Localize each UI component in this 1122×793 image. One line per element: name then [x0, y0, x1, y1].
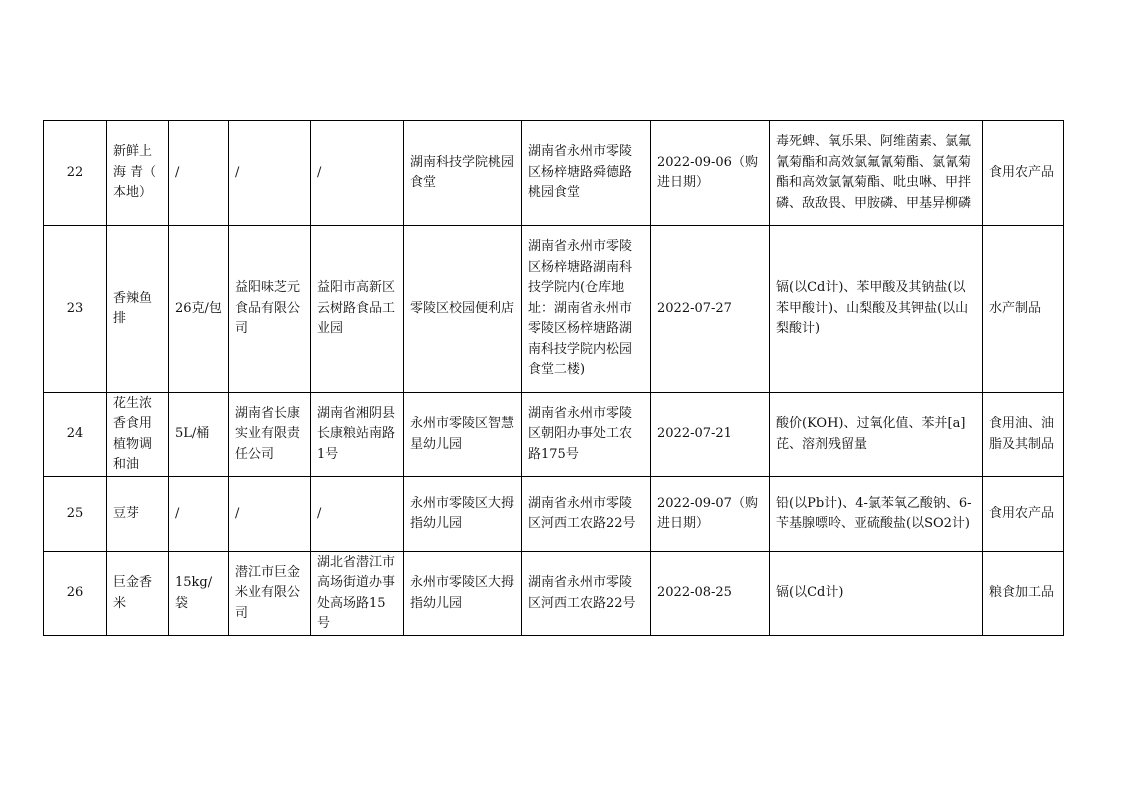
manufacturer-name: 湖南省长康实业有限责任公司 [229, 393, 311, 477]
sample-name: 豆芽 [107, 477, 169, 552]
food-category: 食用农产品 [983, 121, 1064, 226]
sample-name: 新鲜上海 青（ 本地） [107, 121, 169, 226]
sampled-unit-address: 湖南省永州市零陵区河西工农路22号 [522, 477, 651, 552]
inspection-items: 酸价(KOH)、过氧化值、苯并[a]芘、溶剂残留量 [770, 393, 983, 477]
production-date: 2022-07-27 [651, 226, 770, 393]
inspection-items: 铅(以Pb计)、4-氯苯氧乙酸钠、6-苄基腺嘌呤、亚硫酸盐(以SO2计) [770, 477, 983, 552]
food-category: 粮食加工品 [983, 552, 1064, 636]
sampled-unit-name: 零陵区校园便利店 [404, 226, 522, 393]
row-number: 26 [44, 552, 107, 636]
manufacturer-address: 湖南省湘阴县长康粮站南路1号 [311, 393, 404, 477]
sampled-unit-name: 永州市零陵区大拇指幼儿园 [404, 552, 522, 636]
row-number: 22 [44, 121, 107, 226]
sample-name: 巨金香米 [107, 552, 169, 636]
sample-name: 香辣鱼排 [107, 226, 169, 393]
sample-spec: 26克/包 [169, 226, 229, 393]
food-category: 食用农产品 [983, 477, 1064, 552]
sampled-unit-address: 湖南省永州市零陵区河西工农路22号 [522, 552, 651, 636]
row-number: 24 [44, 393, 107, 477]
sample-spec: / [169, 121, 229, 226]
table-row [44, 121, 1064, 226]
production-date: 2022-09-07（购进日期） [651, 477, 770, 552]
manufacturer-address: 湖北省潜江市高场街道办事处高场路15号 [311, 552, 404, 636]
production-date: 2022-08-25 [651, 552, 770, 636]
food-category: 水产制品 [983, 226, 1064, 393]
table-row [44, 477, 1064, 552]
manufacturer-name: / [229, 121, 311, 226]
inspection-items: 镉(以Cd计)、苯甲酸及其钠盐(以苯甲酸计)、山梨酸及其钾盐(以山梨酸计) [770, 226, 983, 393]
sampling-results-table [43, 120, 1064, 636]
manufacturer-address: / [311, 121, 404, 226]
table-row [44, 226, 1064, 393]
manufacturer-address: 益阳市高新区云树路食品工业园 [311, 226, 404, 393]
row-number: 23 [44, 226, 107, 393]
food-category: 食用油、油脂及其制品 [983, 393, 1064, 477]
inspection-items: 镉(以Cd计) [770, 552, 983, 636]
manufacturer-name: 益阳味芝元食品有限公司 [229, 226, 311, 393]
row-number: 25 [44, 477, 107, 552]
sampled-unit-name: 永州市零陵区智慧星幼儿园 [404, 393, 522, 477]
manufacturer-name: / [229, 477, 311, 552]
production-date: 2022-07-21 [651, 393, 770, 477]
sampled-unit-name: 永州市零陵区大拇指幼儿园 [404, 477, 522, 552]
table-row [44, 552, 1064, 636]
sample-name: 花生浓香食用植物调和油 [107, 393, 169, 477]
manufacturer-address: / [311, 477, 404, 552]
inspection-items: 毒死蜱、氧乐果、阿维菌素、氯氟氰菊酯和高效氯氟氰菊酯、氯氰菊酯和高效氯氰菊酯、吡虫啉、甲拌磷、敌敌畏、甲胺磷、甲基异柳磷 [770, 121, 983, 226]
sampled-unit-address: 湖南省永州市零陵区朝阳办事处工农路175号 [522, 393, 651, 477]
sample-spec: 15kg/袋 [169, 552, 229, 636]
sampled-unit-address: 湖南省永州市零陵区杨梓塘路舜德路桃园食堂 [522, 121, 651, 226]
sampled-unit-name: 湖南科技学院桃园食堂 [404, 121, 522, 226]
manufacturer-name: 潜江市巨金米业有限公司 [229, 552, 311, 636]
sample-spec: / [169, 477, 229, 552]
sample-spec: 5L/桶 [169, 393, 229, 477]
sampled-unit-address: 湖南省永州市零陵区杨梓塘路湖南科技学院内(仓库地址：湖南省永州市零陵区杨梓塘路湖南科技学院内松园食堂二楼) [522, 226, 651, 393]
production-date: 2022-09-06（购进日期） [651, 121, 770, 226]
table-row [44, 393, 1064, 477]
